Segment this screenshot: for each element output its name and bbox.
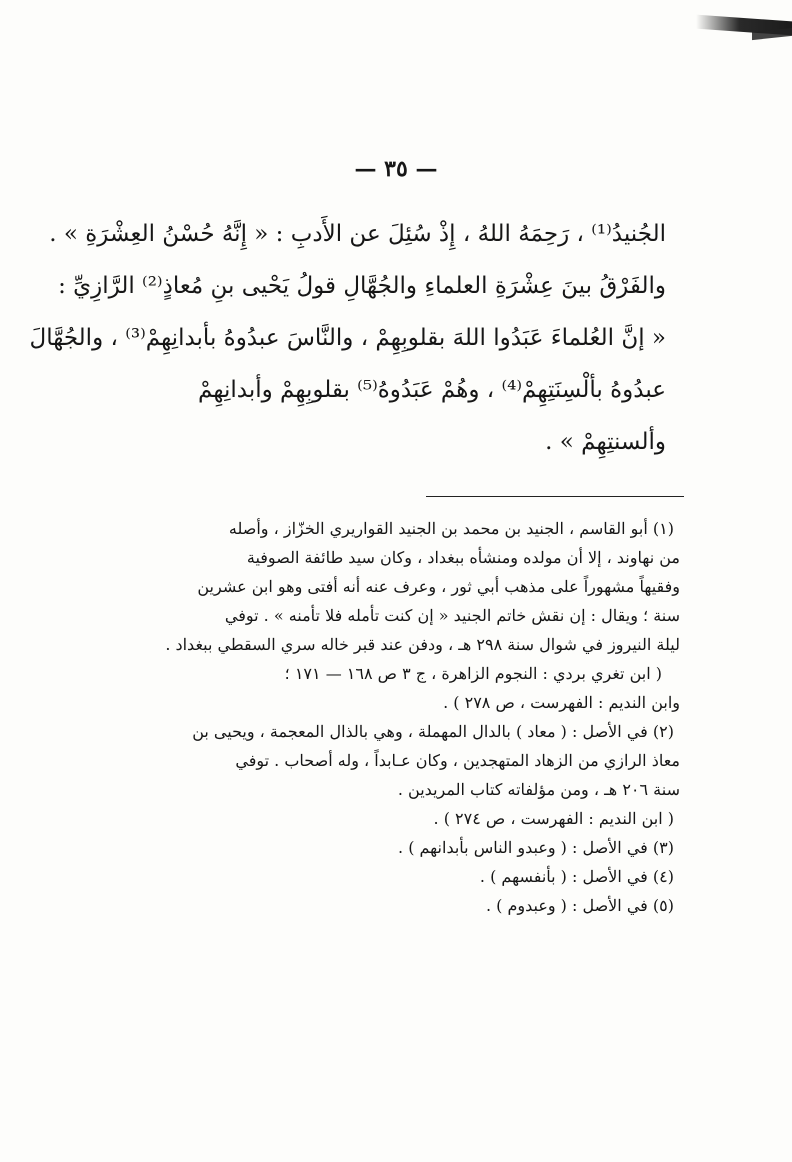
footnote-line: (٥) في الأصل : ( وعبدوم ) .: [485, 896, 674, 915]
main-text-line: وألسنتِهِمْ » .: [545, 429, 666, 455]
footnote-line: (٣) في الأصل : ( وعبدو الناس بأبدانهم ) .: [398, 838, 674, 857]
page-number: — ٣٥ —: [354, 156, 438, 182]
footnote-citation: ( ابن تغري بردي : النجوم الزاهرة ، ج ٣ ص ١٦٨ — ١٧١ ؛: [284, 664, 662, 683]
footnote-line: (١) أبو القاسم ، الجنيد بن محمد بن الجنيد القواريري الخزّاز ، وأصله: [228, 519, 674, 538]
footnotes: [150, 514, 680, 920]
main-text: [29, 208, 666, 468]
footnote-line: سنة ؛ ويقال : إن نقش خاتم الجنيد « إن كنت تأمله فلا تأمنه » . توفي: [224, 606, 680, 625]
footnote-line: معاذ الرازي من الزهاد المتهجدين ، وكان عـابداً ، وله أصحاب . توفي: [235, 751, 680, 770]
footnote-line: (٢) في الأصل : ( معاد ) بالدال المهملة ، وهي بالذال المعجمة ، ويحيى بن: [192, 722, 674, 741]
footnote-line: (٤) في الأصل : ( بأنفسهم ) .: [479, 867, 674, 886]
footnote-line: من نهاوند ، إلا أن مولده ومنشأه ببغداد ، وكان سيد طائفة الصوفية: [246, 548, 680, 567]
main-text-line: والفَرْقُ بينَ عِشْرَةِ العلماءِ والجُهَّالِ قولُ يَحْيى بنِ مُعاذٍ⁽²⁾ الرَّازِيِّ :: [58, 273, 666, 299]
footnote-line: ليلة النيروز في شوال سنة ٢٩٨ هـ ، ودفن عند قبر خاله سري السقطي ببغداد .: [165, 635, 680, 654]
main-text-line: عبدُوهُ بألْسِنَتِهِمْ⁽⁴⁾ ، وهُمْ عَبَدُوهُ⁽⁵⁾ بقلوبِهِمْ وأبدانِهِمْ: [198, 377, 666, 403]
footnote-separator: [426, 496, 684, 497]
footnote-line: وفقيهاً مشهوراً على مذهب أبي ثور ، وعرف عنه أنه أفتى وهو ابن عشرين: [197, 577, 680, 596]
footnote-citation: ( ابن النديم : الفهرست ، ص ٢٧٤ ) .: [433, 809, 674, 828]
main-text-line: « إنَّ العُلماءَ عَبَدُوا اللهَ بقلوبِهِمْ ، والنَّاسَ عبدُوهُ بأبدانِهِمْ⁽³⁾ ، والجُهَّالَ: [29, 325, 666, 351]
footnote-citation: وابن النديم : الفهرست ، ص ٢٧٨ ) .: [443, 693, 680, 712]
footnote-line: سنة ٢٠٦ هـ ، ومن مؤلفاته كتاب المريدين .: [397, 780, 680, 799]
main-text-line: الجُنيدُ⁽¹⁾ ، رَحِمَهُ اللهُ ، إِذْ سُئِلَ عن الأَدبِ : « إِنَّهُ حُسْنُ العِشْرَةِ » .: [49, 221, 666, 247]
